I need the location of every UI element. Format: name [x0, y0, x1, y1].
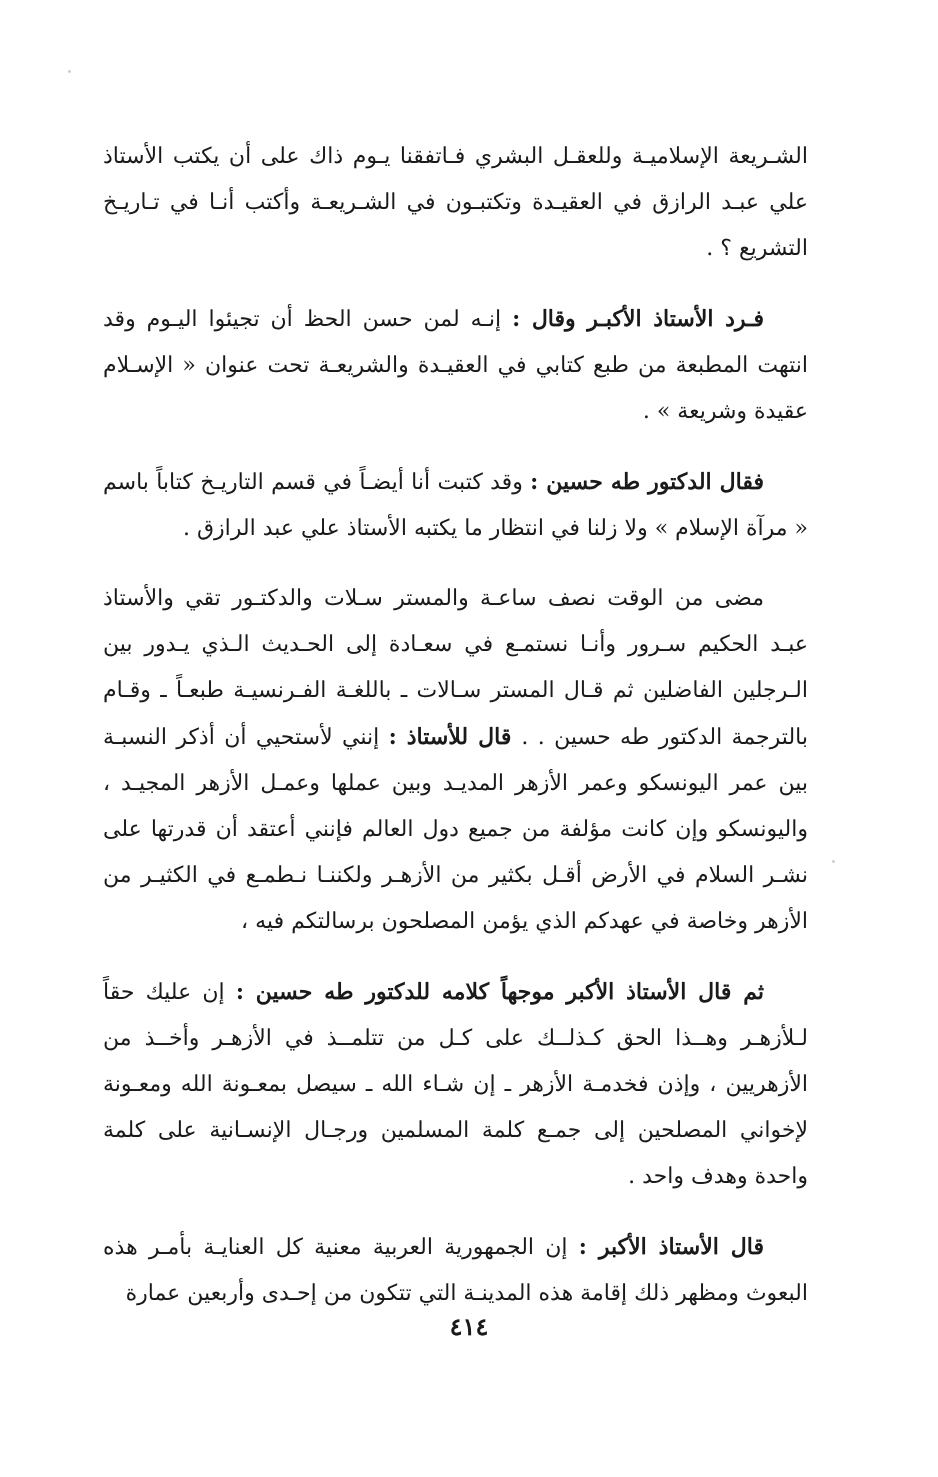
- paragraph-4-text-continued: إنني لأستحيي أن أذكر النسبـة بين عمر اليونسكو وعمر الأزهر المديـد وبين عملها وعمـل الأزهر المجيـد ، واليونسكو وإن كانت مؤلفة من جميع دول العالم فإنني أعتقد أن قدرتها على نشـر السلام في الأرض أقـل بكثير من الأزهـر ولكننـا نـطمـع في الكثيـر من الأزهر وخاصة في عهدكم الذي يؤمن المصلحون برسالتكم فيه ،: [103, 725, 808, 934]
- scan-speck: [832, 860, 835, 863]
- paragraph-2: [103, 296, 808, 435]
- paragraph-5: [103, 969, 808, 1200]
- paragraph-5-speaker: ثم قال الأستاذ الأكبر موجهاً كلامه للدكتور طه حسين :: [235, 979, 764, 1005]
- paragraph-6-text: إن الجمهورية العربية معنية كل العنايـة بأمـر هذه البعوث ومظهر ذلك إقامة هذه المدينـة التي تتكون من إحـدى وأربعين عمارة: [103, 1235, 808, 1306]
- page-number: ٤١٤: [449, 1312, 489, 1341]
- paragraph-4-text: مضى من الوقت نصف ساعـة والمستر سـلات والدكتـور تقي والأستاذ عبـد الحكيم سـرور وأنـا نستمـع في سعـادة إلى الحـديث الـذي يـدور بين الـرجلين الفاضلين ثم قـال المستر سـالات ـ باللغـة الفـرنسيـة طبعـاً ـ وقـام بالترجمة الدكتور طه حسين . .: [103, 586, 808, 750]
- paragraph-2-text: إنـه لمن حسن الحظ أن تجيئوا اليـوم وقد انتهت المطبعة من طبع كتابي في العقيـدة والشريعـة تحت عنوان « الإسـلام عقيدة وشريعة » .: [103, 307, 808, 424]
- scan-speck: [68, 70, 71, 73]
- paragraph-1: [103, 134, 808, 272]
- paragraph-6-speaker: قال الأستاذ الأكبر :: [578, 1234, 764, 1260]
- paragraph-4-speaker: قال للأستاذ :: [388, 724, 522, 750]
- paragraph-4: [103, 576, 808, 945]
- paragraph-3: [103, 459, 808, 552]
- paragraph-6: [103, 1224, 808, 1317]
- paragraph-3-text: وقد كتبت أنا أيضـاً في قسم التاريـخ كتاباً باسم « مرآة الإسلام » ولا زلنا في انتظار ما يكتبه الأستاذ علي عبد الرازق .: [103, 470, 808, 541]
- paragraph-5-text: إن عليك حقاً لـلأزهـر وهــذا الحق كـذلــك على كـل من تتلمــذ في الأزهـر وأخــذ من الأزهريين ، وإذن فخدمـة الأزهر ـ إن شـاء الله ـ سيصل بمعـونة الله ومعـونة لإخواني المصلحين إلى جمـع كلمة المسلمين ورجـال الإنسـانية على كلمة واحدة وهدف واحد .: [103, 980, 808, 1189]
- page-body: [103, 134, 808, 1341]
- paragraph-1-text: الشـريعة الإسلاميـة وللعقـل البشري فـاتفقنا يـوم ذاك على أن يكتب الأستاذ علي عبـد الرازق في العقيـدة وتكتبـون في الشـريعـة وأكتب أنـا في تـاريـخ التشريع ؟ .: [103, 144, 808, 261]
- paragraph-3-speaker: فقال الدكتور طه حسين :: [530, 469, 764, 495]
- paragraph-2-speaker: فـرد الأستاذ الأكبـر وقال :: [512, 306, 764, 332]
